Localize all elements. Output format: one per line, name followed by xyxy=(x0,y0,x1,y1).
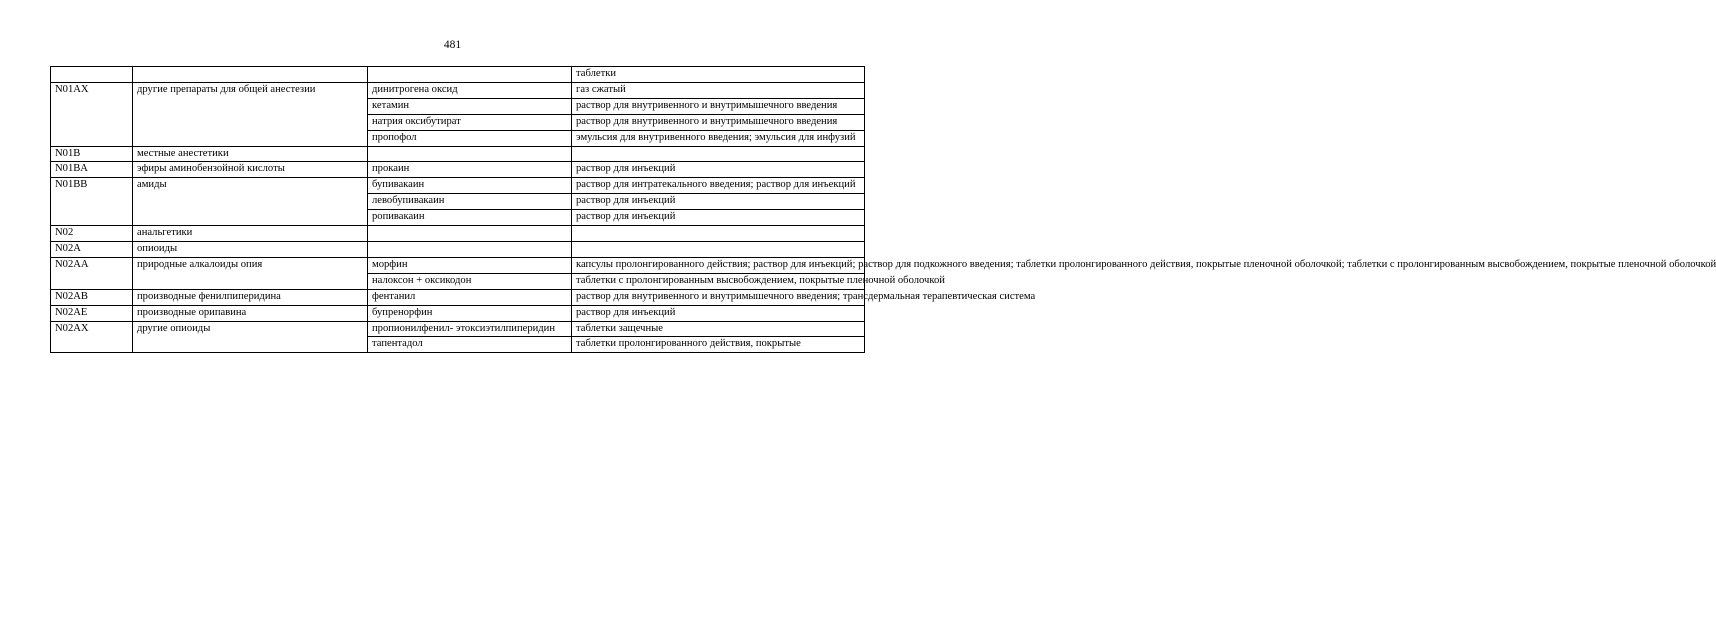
table-row xyxy=(51,226,865,242)
drug-cell: тапентадол xyxy=(368,337,572,353)
group-cell xyxy=(133,67,368,83)
dosage-form-cell: раствор для инъекций xyxy=(572,210,865,226)
atc-code-cell xyxy=(51,67,133,83)
drug-cell xyxy=(368,241,572,257)
atc-code-cell: N02AB xyxy=(51,289,133,305)
drug-cell: бупивакаин xyxy=(368,178,572,194)
drug-cell: налоксон + оксикодон xyxy=(368,273,572,289)
table-row xyxy=(51,241,865,257)
dosage-form-cell: капсулы пролонгированного действия; раствор для инъекций; раствор для подкожного введения; таблетки пролонгированного действия, покрытые пленочной оболочкой; таблетки с пролонгированным высвобождением, покрытые пленочной оболочкой xyxy=(572,257,865,273)
drug-cell: бупренорфин xyxy=(368,305,572,321)
atc-code-cell: N02AE xyxy=(51,305,133,321)
table-row xyxy=(51,305,865,321)
drug-cell: прокаин xyxy=(368,162,572,178)
atc-code-cell: N01AX xyxy=(51,82,133,146)
atc-code-cell: N02AX xyxy=(51,321,133,353)
drug-cell xyxy=(368,146,572,162)
dosage-form-cell: газ сжатый xyxy=(572,82,865,98)
dosage-form-cell: таблетки защечные xyxy=(572,321,865,337)
drug-cell: левобупивакаин xyxy=(368,194,572,210)
group-cell: природные алкалоиды опия xyxy=(133,257,368,289)
dosage-form-cell: раствор для внутривенного и внутримышечного введения xyxy=(572,98,865,114)
table-row xyxy=(51,289,865,305)
atc-code-cell: N02 xyxy=(51,226,133,242)
drug-cell: ропивакаин xyxy=(368,210,572,226)
dosage-form-cell xyxy=(572,226,865,242)
group-cell: анальгетики xyxy=(133,226,368,242)
dosage-form-cell: раствор для внутривенного и внутримышечного введения xyxy=(572,114,865,130)
dosage-form-cell: таблетки пролонгированного действия, покрытые xyxy=(572,337,865,353)
page-number: 481 xyxy=(443,39,462,51)
group-cell: другие препараты для общей анестезии xyxy=(133,82,368,146)
drug-table xyxy=(50,66,1716,353)
group-cell: местные анестетики xyxy=(133,146,368,162)
table-row xyxy=(51,162,865,178)
drug-cell: пропионилфенил- этоксиэтилпиперидин xyxy=(368,321,572,337)
drug-cell: кетамин xyxy=(368,98,572,114)
table-row xyxy=(51,146,865,162)
drug-cell xyxy=(368,67,572,83)
table-row xyxy=(51,82,865,98)
drug-cell: морфин xyxy=(368,257,572,273)
group-cell: эфиры аминобензойной кислоты xyxy=(133,162,368,178)
dosage-form-cell: раствор для инъекций xyxy=(572,162,865,178)
dosage-form-cell xyxy=(572,241,865,257)
atc-code-cell: N01B xyxy=(51,146,133,162)
group-cell: опиоиды xyxy=(133,241,368,257)
drug-cell: динитрогена оксид xyxy=(368,82,572,98)
atc-code-cell: N01BA xyxy=(51,162,133,178)
atc-code-cell: N02A xyxy=(51,241,133,257)
drug-cell: фентанил xyxy=(368,289,572,305)
dosage-form-cell: таблетки с пролонгированным высвобождением, покрытые пленочной оболочкой xyxy=(572,273,865,289)
group-cell: другие опиоиды xyxy=(133,321,368,353)
table-row xyxy=(51,178,865,194)
atc-code-cell: N02AA xyxy=(51,257,133,289)
group-cell: производные фенилпиперидина xyxy=(133,289,368,305)
dosage-form-cell: раствор для интратекального введения; раствор для инъекций xyxy=(572,178,865,194)
dosage-form-cell xyxy=(572,146,865,162)
dosage-form-cell: раствор для инъекций xyxy=(572,194,865,210)
dosage-form-cell: эмульсия для внутривенного введения; эмульсия для инфузий xyxy=(572,130,865,146)
atc-code-cell: N01BB xyxy=(51,178,133,226)
drug-cell: пропофол xyxy=(368,130,572,146)
table-row xyxy=(51,257,865,273)
drug-cell xyxy=(368,226,572,242)
table-row xyxy=(51,321,865,337)
dosage-form-cell: раствор для внутривенного и внутримышечного введения; трансдермальная терапевтическая система xyxy=(572,289,865,305)
group-cell: амиды xyxy=(133,178,368,226)
table-row xyxy=(51,67,865,83)
dosage-form-cell: раствор для инъекций xyxy=(572,305,865,321)
dosage-form-cell: таблетки xyxy=(572,67,865,83)
drug-cell: натрия оксибутират xyxy=(368,114,572,130)
group-cell: производные орипавина xyxy=(133,305,368,321)
